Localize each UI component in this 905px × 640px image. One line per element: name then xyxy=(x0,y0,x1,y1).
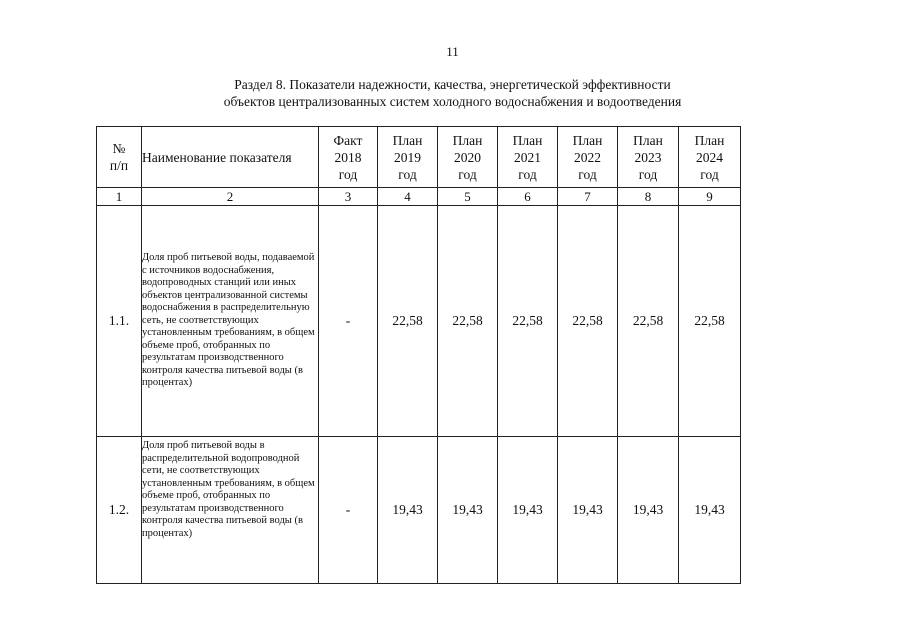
header-year: 2021 xyxy=(514,149,541,165)
header-kind: План xyxy=(572,132,603,148)
value-2023: 19,43 xyxy=(618,437,679,584)
header-kind: План xyxy=(633,132,663,148)
value-2020: 19,43 xyxy=(438,437,498,584)
column-number-row xyxy=(97,188,741,206)
header-unit: год xyxy=(518,166,537,182)
header-unit: год xyxy=(638,166,658,182)
value-2023: 22,58 xyxy=(618,206,679,437)
header-kind: План xyxy=(694,132,725,148)
header-year: 2022 xyxy=(574,149,601,165)
indicator-name: Доля проб питьевой воды, подаваемой с источников водоснабжения, водопроводных станций или иных объектов централизованной системы водоснабжения в распределительную сеть, не соответствующих установленным требованиям, в общем объеме проб, отобранных по результатам производственного контроля качества питьевой воды (в процентах) xyxy=(142,206,319,437)
row-number: 1.2. xyxy=(97,437,142,584)
header-unit: год xyxy=(398,166,417,182)
value-2024: 22,58 xyxy=(679,206,741,437)
header-kind: План xyxy=(512,132,543,148)
row-number: 1.1. xyxy=(97,206,142,437)
page-number: 11 xyxy=(446,44,459,59)
section-heading xyxy=(0,76,905,110)
value-2024: 19,43 xyxy=(679,437,741,584)
header-year-2023 xyxy=(618,127,679,188)
column-number: 8 xyxy=(618,188,679,206)
value-2018: - xyxy=(319,206,378,437)
table-row xyxy=(97,437,741,584)
column-number: 5 xyxy=(438,188,498,206)
header-name: Наименование показателя xyxy=(142,127,319,188)
header-unit: год xyxy=(338,166,358,182)
value-2022: 19,43 xyxy=(558,437,618,584)
column-number: 1 xyxy=(97,188,142,206)
header-num-line-2: п/п xyxy=(109,158,129,173)
column-number: 3 xyxy=(319,188,378,206)
indicator-name: Доля проб питьевой воды в распределительной водопроводной сети, не соответствующих установленным требованиям, в общем объеме проб, отобранных по результатам производственного контроля качества питьевой воды (в процентах) xyxy=(142,437,319,584)
value-2021: 22,58 xyxy=(498,206,558,437)
header-year-2019 xyxy=(378,127,438,188)
header-kind: План xyxy=(452,132,483,148)
column-number: 7 xyxy=(558,188,618,206)
section-heading-line-2: объектов централизованных систем холодного водоснабжения и водоотведения xyxy=(223,94,682,109)
value-2021: 19,43 xyxy=(498,437,558,584)
value-2018: - xyxy=(319,437,378,584)
header-year-2022 xyxy=(558,127,618,188)
header-year-2020 xyxy=(438,127,498,188)
table-header-row xyxy=(97,127,741,188)
header-year: 2024 xyxy=(696,149,723,165)
header-unit: год xyxy=(700,166,719,182)
header-year: 2020 xyxy=(454,149,481,165)
header-year-2021 xyxy=(498,127,558,188)
header-unit: год xyxy=(578,166,597,182)
column-number: 6 xyxy=(498,188,558,206)
header-year: 2023 xyxy=(634,149,662,165)
column-number: 2 xyxy=(142,188,319,206)
column-number: 9 xyxy=(679,188,741,206)
value-2022: 22,58 xyxy=(558,206,618,437)
value-2019: 22,58 xyxy=(378,206,438,437)
header-unit: год xyxy=(458,166,477,182)
value-2020: 22,58 xyxy=(438,206,498,437)
header-year: 2018 xyxy=(334,149,362,165)
header-year-2018 xyxy=(319,127,378,188)
header-kind: Факт xyxy=(333,132,363,148)
header-kind: План xyxy=(392,132,423,148)
header-num xyxy=(97,127,142,188)
header-num-line-1: № xyxy=(112,141,126,156)
header-year-2024 xyxy=(679,127,741,188)
value-2019: 19,43 xyxy=(378,437,438,584)
section-heading-line-1: Раздел 8. Показатели надежности, качества, энергетической эффективности xyxy=(234,77,671,92)
column-number: 4 xyxy=(378,188,438,206)
header-year: 2019 xyxy=(394,149,421,165)
table-row xyxy=(97,206,741,437)
indicators-table xyxy=(96,126,741,584)
